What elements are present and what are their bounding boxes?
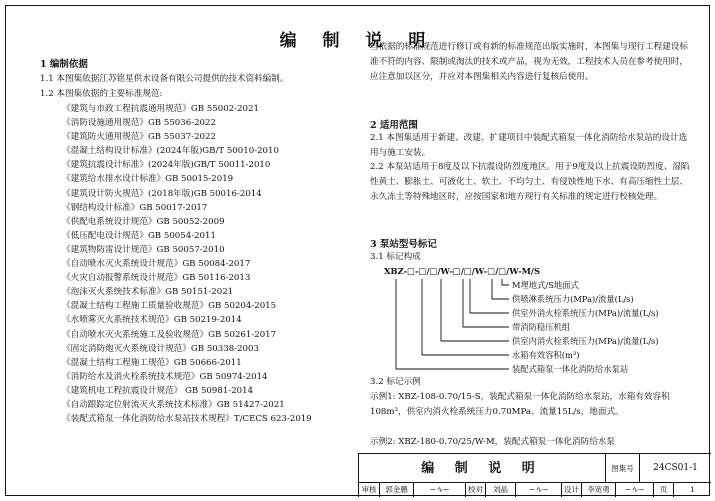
standard-item: 《自动跟踪定位射流灭火系统技术标准》GB 51427-2021 <box>62 399 285 410</box>
titleblock-title: 编 制 说 明 <box>421 461 543 476</box>
check-label: 校对 <box>465 483 485 497</box>
model-code-diagram <box>384 275 714 375</box>
section2-heading: 2 适用范围 <box>370 120 418 131</box>
designer-signature: ~∿~ <box>615 483 653 497</box>
para-3-1: 3.1 标记构成 <box>370 252 421 262</box>
label-sprinkler: 供喷淋系统压力(MPa)/流量(L/s) <box>512 294 634 304</box>
standard-item: 《建筑机电工程抗震设计规范》 GB 50981-2014 <box>62 385 254 396</box>
para-3-2: 3.2 标记示例 <box>370 377 421 387</box>
label-indoor-hydrant: 供室内消火栓系统压力(MPa)/流量(L/s) <box>512 336 659 346</box>
standard-item: 《混凝土结构工程施工质量验收规范》GB 50204-2015 <box>62 301 277 312</box>
standard-item: 《混凝土结构工程施工规范》GB 50666-2011 <box>62 357 242 368</box>
standard-item: 《自动喷水灭火系统施工及验收规范》GB 50261-2017 <box>62 329 277 340</box>
title-block <box>358 453 710 496</box>
standard-item: 《建筑给水排水设计标准》GB 50015-2019 <box>62 174 234 185</box>
section3-heading: 3 泵站型号标记 <box>370 239 437 250</box>
standard-item: 《建筑设计防火规范》(2018年版)GB 50016-2014 <box>62 188 262 199</box>
design-label: 设计 <box>561 483 581 497</box>
example-2: 示例2: XBZ-180-0.70/25/W-M，装配式箱泵一体化消防给水泵 <box>370 437 615 447</box>
atlas-number: 24CS01-1 <box>639 454 711 483</box>
standards-list <box>62 102 312 426</box>
standard-item: 《火灾自动报警系统设计规范》GB 50116-2013 <box>62 273 251 284</box>
standard-item: 《低压配电设计规范》GB 50054-2011 <box>62 230 216 241</box>
standard-item: 《消防设施通用规范》GB 55036-2022 <box>62 118 216 129</box>
page-title: 编 制 说 明 <box>279 31 436 51</box>
standard-item: 《供配电系统设计规范》GB 50052-2009 <box>62 216 225 227</box>
standard-item: 《建筑抗震设计标准》(2024年版)GB/T 50011-2010 <box>62 160 271 171</box>
para-2-1: 2.1 本图集适用于新建、改建、扩建项目中装配式箱泵一体化消防给水泵站的设计选用与施工安装。 <box>370 133 688 158</box>
para-2-2: 2.2 本泵站适用于8度及以下抗震设防烈度地区。用于9度及以上抗震设防烈度、湿陷性黄土、膨胀土、可液化土、软土、不均匀土、有侵蚀性地下水、有高压缩性土层、永久冻土等特殊地区时，应按国家和地方现行有关标准的规定进行校核处理。 <box>370 162 690 202</box>
standard-item: 《水喷雾灭火系统技术规范》GB 50219-2014 <box>62 315 242 326</box>
checker-signature: ~∿~ <box>515 483 561 497</box>
label-stabilizer: 带消防稳压机组 <box>512 322 571 332</box>
designer-name: 李宽勇 <box>581 483 615 497</box>
standard-item: 《钢结构设计标准》GB 50017-2017 <box>62 202 208 213</box>
review-label: 审核 <box>361 485 377 494</box>
model-code: XBZ-□-□/□/W-□/□/W-□/□/W-M/S <box>384 266 541 276</box>
reviewer-name: 郭金鹏 <box>379 483 413 497</box>
section1-heading: 1 编制依据 <box>40 59 88 70</box>
label-tank-volume: 水箱有效容积(m³) <box>512 350 580 360</box>
standard-item: 《泡沫灭火系统技术标准》GB 50151-2021 <box>62 287 234 298</box>
page-label: 页 <box>653 483 673 497</box>
label-install-type: M埋地式/S地面式 <box>512 280 579 290</box>
page-number: 1 <box>673 483 711 497</box>
standard-item: 《消防给水及消火栓系统技术规范》GB 50974-2014 <box>62 371 268 382</box>
standard-item: 《建筑防火通用规范》GB 55037-2022 <box>62 132 216 143</box>
para-1-2: 1.2 本图集依据的主要标准规范: <box>40 89 163 99</box>
atlas-label: 图集号 <box>605 454 639 483</box>
standard-item: 《建筑与市政工程抗震通用规范》GB 55002-2021 <box>62 104 259 114</box>
standard-item: 《自动喷水灭火系统设计规范》GB 50084-2017 <box>62 259 251 270</box>
example-1: 示例1: XBZ-108-0.70/15-S，装配式箱泵一体化消防给水泵站，水箱有效容积108m³，供室内消火栓系统压力0.70MPa、流量15L/s，地面式。 <box>370 392 670 417</box>
label-outdoor-hydrant: 供室外消火栓系统压力(MPa)/流量(L/s) <box>512 308 659 318</box>
standard-item: 《固定消防炮灭火系统设计规范》GB 50338-2003 <box>62 343 259 354</box>
checker-name: 刘晶 <box>485 483 515 497</box>
reviewer-signature: ~∿~ <box>413 483 465 497</box>
standard-item: 《装配式箱泵一体化消防给水泵站技术规程》T/CECS 623-2019 <box>62 414 312 425</box>
label-station: 装配式箱泵一体化消防给水泵站 <box>512 364 629 374</box>
intro-paragraph: 当依据的标准规范进行修订或有新的标准规范出版实施时，本图集与现行工程建设标准不符的内容、限制或淘汰的技术或产品，视为无效，工程技术人员在参考使用时，应注意加以区分，并应对本图集相关内容进行复核后使用。 <box>370 42 688 82</box>
standard-item: 《建筑物防雷设计规范》GB 50057-2010 <box>62 244 225 255</box>
para-1-1: 1.1 本图集依据江苏铭星供水设备有限公司提供的技术资料编制。 <box>40 74 289 84</box>
standard-item: 《混凝土结构设计标准》(2024年版)GB/T 50010-2010 <box>62 146 279 157</box>
